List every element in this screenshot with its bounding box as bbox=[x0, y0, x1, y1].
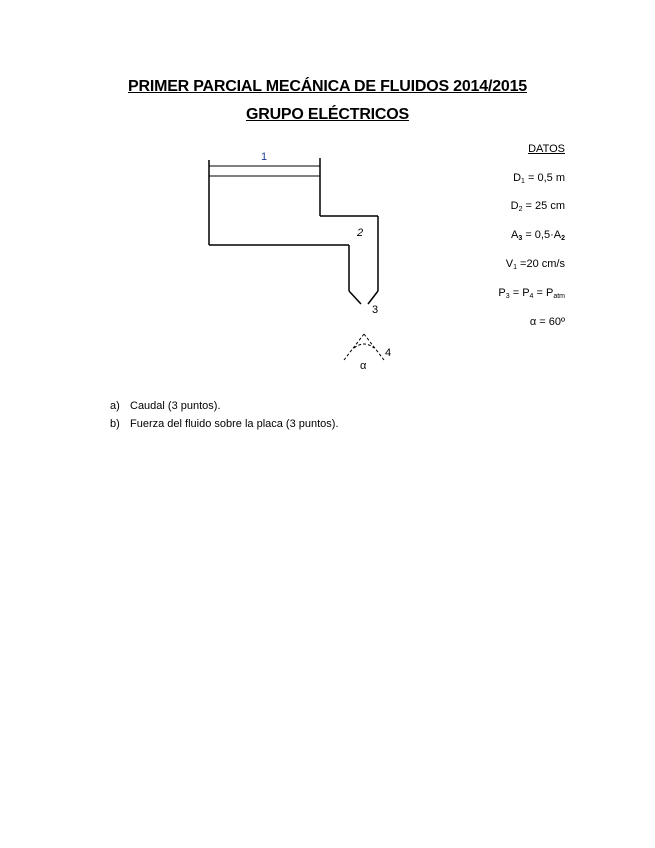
datos-d2: $D_2 = 25$ cm bbox=[510, 200, 565, 213]
datos-title: DATOS bbox=[528, 143, 565, 155]
jet-left-dashed bbox=[344, 334, 364, 360]
datos-a3: $A_3 = 0,5\cdot A_2$ bbox=[511, 229, 565, 242]
label-2: 2 bbox=[357, 227, 364, 239]
nozzle-left bbox=[349, 291, 361, 304]
questions-list bbox=[110, 400, 339, 436]
datos-d1: $D_1 = 0,5$ m bbox=[513, 172, 565, 185]
label-alpha: α bbox=[360, 360, 367, 372]
datos-alpha: α = 60º bbox=[529, 316, 565, 328]
datos-pressures: $P_3 = P_4 = P_{atm}$ bbox=[498, 287, 565, 300]
jet-right-dashed bbox=[364, 334, 384, 360]
nozzle-right bbox=[368, 291, 378, 304]
list-item: b) Fuerza del fluido sobre la placa (3 puntos). bbox=[110, 418, 339, 430]
label-4: 4 bbox=[385, 347, 392, 359]
label-3: 3 bbox=[372, 304, 379, 316]
datos-v1: $V_1 =20$ cm/s bbox=[505, 258, 565, 271]
list-item: a) Caudal (3 puntos). bbox=[110, 400, 221, 412]
page-title: PRIMER PARCIAL MECÁNICA DE FLUIDOS 2014/2015 bbox=[128, 78, 527, 95]
alpha-arc bbox=[354, 344, 374, 348]
page-subtitle: GRUPO ELÉCTRICOS bbox=[245, 106, 410, 123]
label-1: 1 bbox=[261, 151, 268, 163]
